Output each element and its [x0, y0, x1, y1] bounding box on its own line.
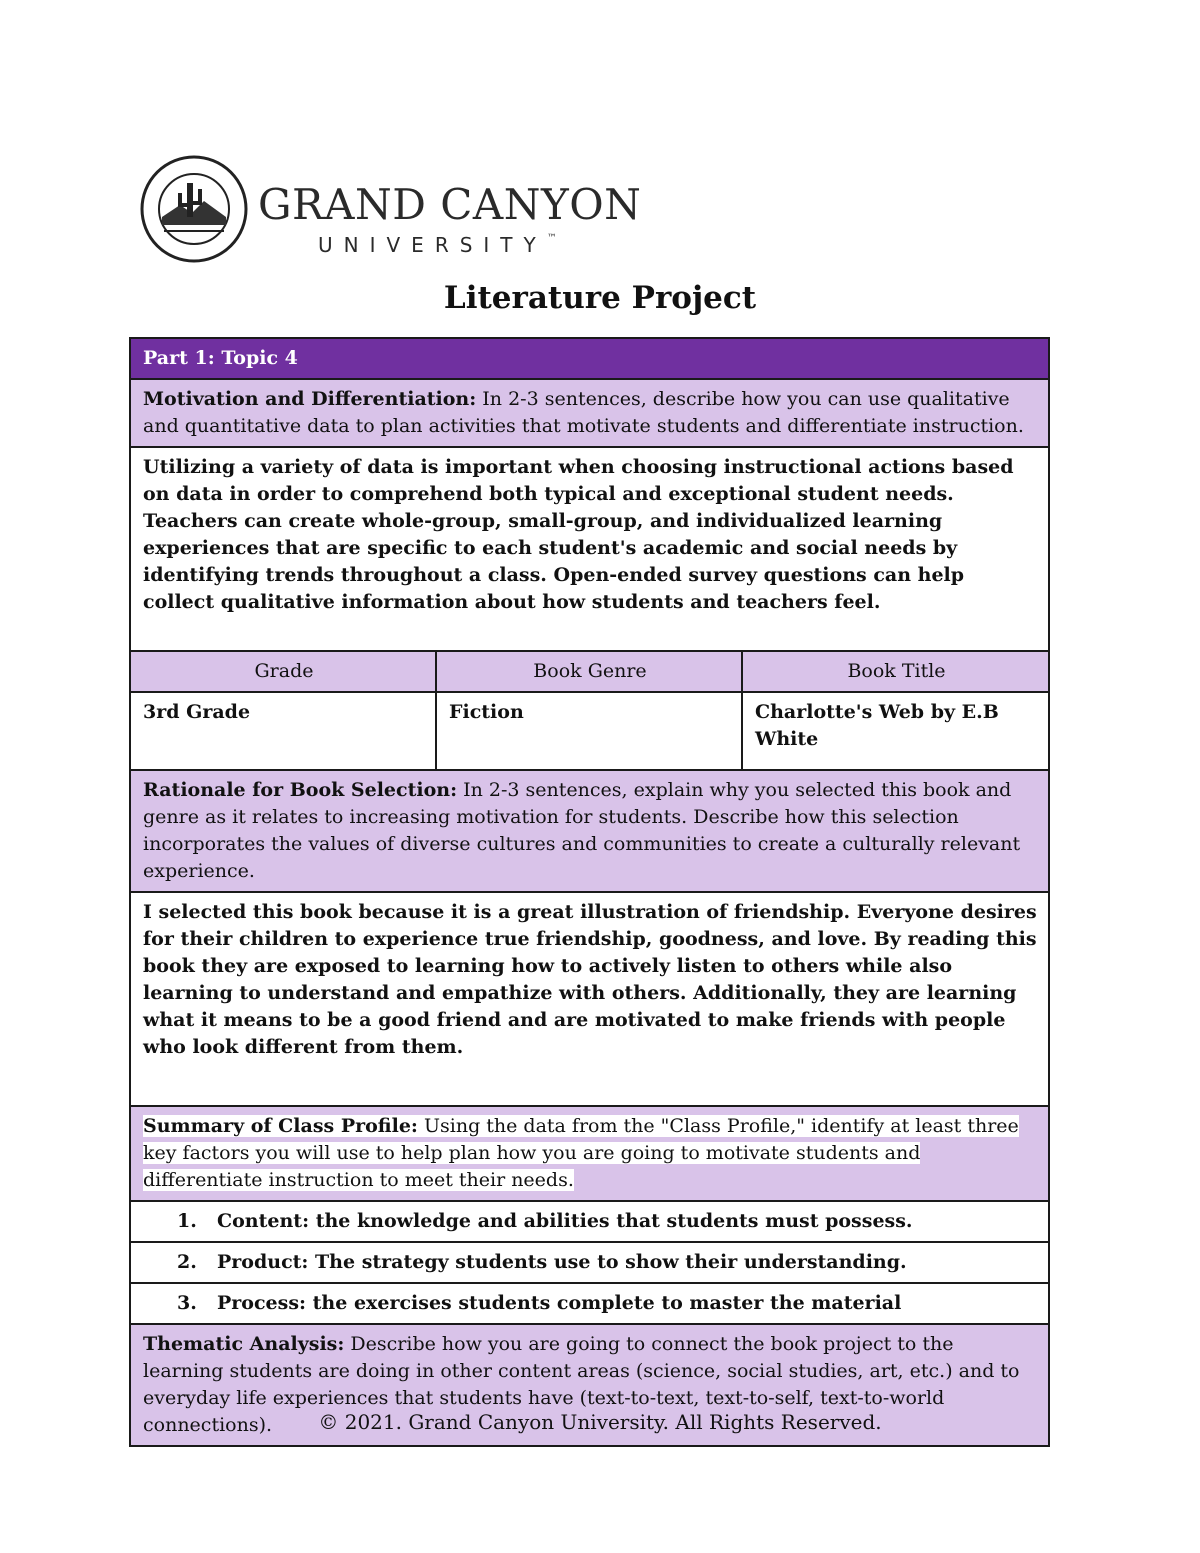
book-data-row [130, 692, 1049, 770]
book-header-row [130, 651, 1049, 692]
factor-3[interactable] [130, 1283, 1049, 1324]
part-header-row [130, 338, 1049, 379]
class-profile-prompt [130, 1106, 1049, 1201]
university-logo [140, 155, 642, 265]
factor-2-number: 2. [177, 1251, 197, 1273]
rationale-answer[interactable]: I selected this book because it is a great illustration of friendship. Everyone desires for their children to experience true friendship, goodness, and love. By reading this book they are exposed to learning how to actively listen to others while also learning to understand and empathize with others. Additionally, they are learning what it means to be a good friend and are motivated to make friends with people who look different from them. [130, 892, 1049, 1106]
trademark-symbol: ™ [546, 233, 557, 244]
motivation-prompt-row [130, 379, 1049, 447]
factor-row [130, 1283, 1049, 1324]
motivation-prompt [130, 379, 1049, 447]
rationale-answer-row [130, 892, 1049, 1106]
thematic-prompt-text: Describe how you are going to connect the book project to the learning students are doing in other content areas (science, social studies, art, etc.) and to everyday life experiences that students have (text-to-text, text-to-self, text-to-world connections). [143, 1333, 1020, 1436]
rationale-prompt [130, 770, 1049, 892]
university-wordmark [258, 180, 642, 257]
factor-1[interactable] [130, 1201, 1049, 1242]
wordmark-line-1: GRAND CANYON [258, 180, 642, 229]
grade-cell[interactable]: 3rd Grade [130, 692, 436, 770]
wordmark-line-2 [318, 233, 641, 257]
factor-1-number: 1. [177, 1210, 197, 1232]
factor-row [130, 1242, 1049, 1283]
rationale-prompt-row [130, 770, 1049, 892]
factor-3-text: Process: the exercises students complete to master the material [217, 1292, 902, 1314]
column-header-grade: Grade [130, 651, 436, 692]
factor-2-text: Product: The strategy students use to show their understanding. [217, 1251, 907, 1273]
university-seal-icon [140, 155, 248, 263]
column-header-genre: Book Genre [436, 651, 742, 692]
page-title: Literature Project [443, 280, 757, 316]
part-header: Part 1: Topic 4 [130, 338, 1049, 379]
motivation-answer[interactable]: Utilizing a variety of data is important when choosing instructional actions based on data in order to comprehend both typical and exceptional student needs. Teachers can create whole-group, small-group, and individualized learning experiences that are specific to each student's academic and social needs by identifying trends throughout a class. Open-ended survey questions can help collect qualitative information about how students and teachers feel. [130, 447, 1049, 651]
genre-cell[interactable]: Fiction [436, 692, 742, 770]
rationale-prompt-text: In 2-3 sentences, explain why you selected this book and genre as it relates to increasing motivation for students. Describe how this selection incorporates the values of diverse cultures and communities to create a culturally relevant experience. [143, 779, 1021, 882]
thematic-label: Thematic Analysis: [143, 1333, 345, 1355]
factor-row [130, 1201, 1049, 1242]
factor-3-number: 3. [177, 1292, 197, 1314]
factor-2[interactable] [130, 1242, 1049, 1283]
literature-project-table [129, 337, 1050, 1447]
book-title-cell[interactable]: Charlotte's Web by E.B White [742, 692, 1049, 770]
factor-1-text: Content: the knowledge and abilities that students must possess. [217, 1210, 913, 1232]
wordmark-university: UNIVERSITY [318, 233, 547, 257]
motivation-prompt-text: In 2-3 sentences, describe how you can use qualitative and quantitative data to plan activities that motivate students and differentiate instruction. [143, 388, 1024, 437]
rationale-label: Rationale for Book Selection: [143, 779, 458, 801]
copyright-footer: © 2021. Grand Canyon University. All Rights Reserved. [318, 1410, 882, 1434]
class-profile-prompt-text: Using the data from the "Class Profile," identify at least three key factors you will use to help plan how you are going to motivate students and differentiate instruction to meet their needs. [143, 1115, 1019, 1191]
motivation-answer-row [130, 447, 1049, 651]
column-header-title: Book Title [742, 651, 1049, 692]
class-profile-label: Summary of Class Profile: [143, 1115, 418, 1137]
class-profile-prompt-row [130, 1106, 1049, 1201]
motivation-label: Motivation and Differentiation: [143, 388, 477, 410]
